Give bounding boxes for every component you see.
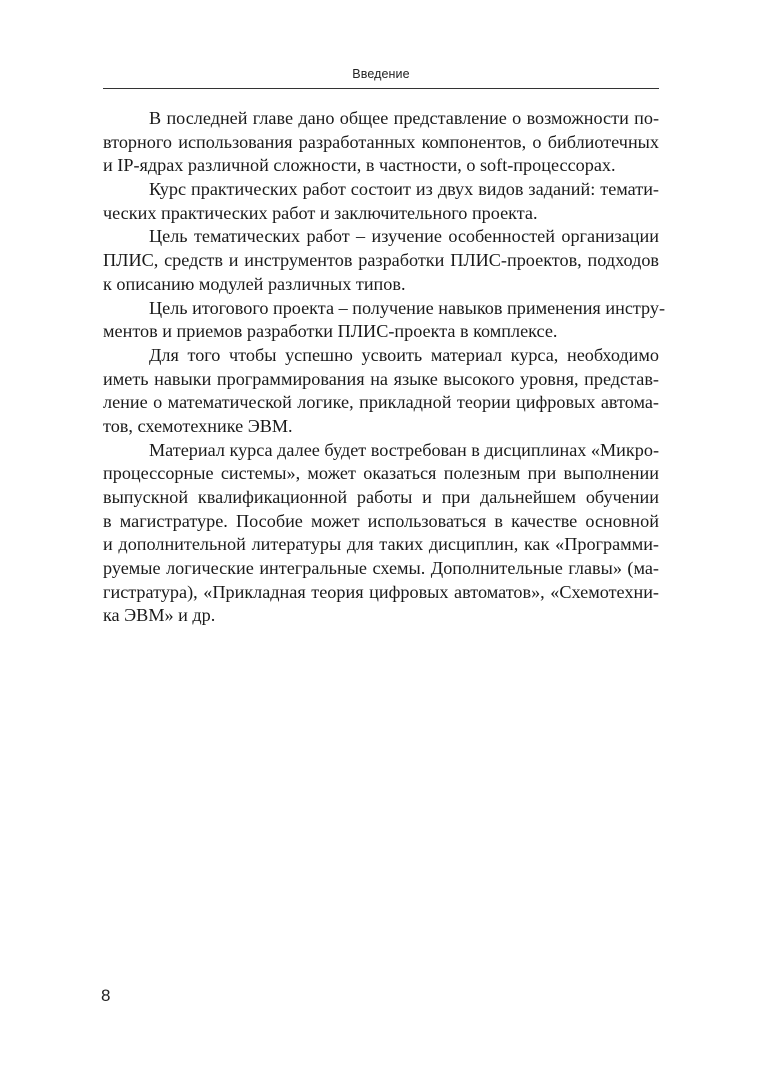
paragraph [103,225,659,296]
text-line: и дополнительной литературы для таких дисциплин, как «Программи- [103,534,659,555]
paragraph [103,107,659,178]
text-line: ПЛИС, средств и инструментов разработки ПЛИС-проектов, подходов [103,250,659,271]
text-line: гистратура), «Прикладная теория цифровых автоматов», «Схемотехни- [103,581,659,602]
text-line: в магистратуре. Пособие может использоваться в качестве основной [103,510,659,531]
paragraph [103,439,659,629]
text-line: руемые логические интегральные схемы. Дополнительные главы» (ма- [103,558,659,579]
text-line: тов, схемотехнике ЭВМ. [103,415,293,436]
text-line: ментов и приемов разработки ПЛИС-проекта в комплексе. [103,321,558,342]
text-line: Цель тематических работ – изучение особенностей организации [149,226,659,247]
text-line: В последней главе дано общее представление о возможности по- [149,108,659,128]
text-line: Для того чтобы успешно усвоить материал курса, необходимо [149,344,659,365]
text-line: иметь навыки программирования на языке высокого уровня, представ- [103,368,659,389]
paragraph [103,344,659,439]
page-number: 8 [101,986,111,1005]
running-head: Введение [352,67,410,81]
paragraph [103,178,659,225]
body-text [103,107,666,628]
text-line: выпускной квалификационной работы и при дальнейшем обучении [103,487,659,507]
text-line: ка ЭВМ» и др. [103,605,216,626]
text-line: Цель итогового проекта – получение навыков применения инстру- [149,297,666,318]
paragraph [103,297,666,344]
text-line: и IP-ядрах различной сложности, в частности, о soft-процессорах. [103,155,616,176]
text-line: ческих практических работ и заключительного проекта. [103,202,538,223]
text-line: ление о математической логике, прикладной теории цифровых автома- [103,392,659,413]
text-line: Материал курса далее будет востребован в дисциплинах «Микро- [149,439,659,460]
text-line: вторного использования разработанных компонентов, о библиотечных [103,131,659,152]
text-line: Курс практических работ состоит из двух видов заданий: темати- [149,179,659,200]
text-line: к описанию модулей различных типов. [103,273,406,294]
text-line: процессорные системы», может оказаться полезным при выполнении [103,463,659,484]
header-rule [103,88,659,89]
